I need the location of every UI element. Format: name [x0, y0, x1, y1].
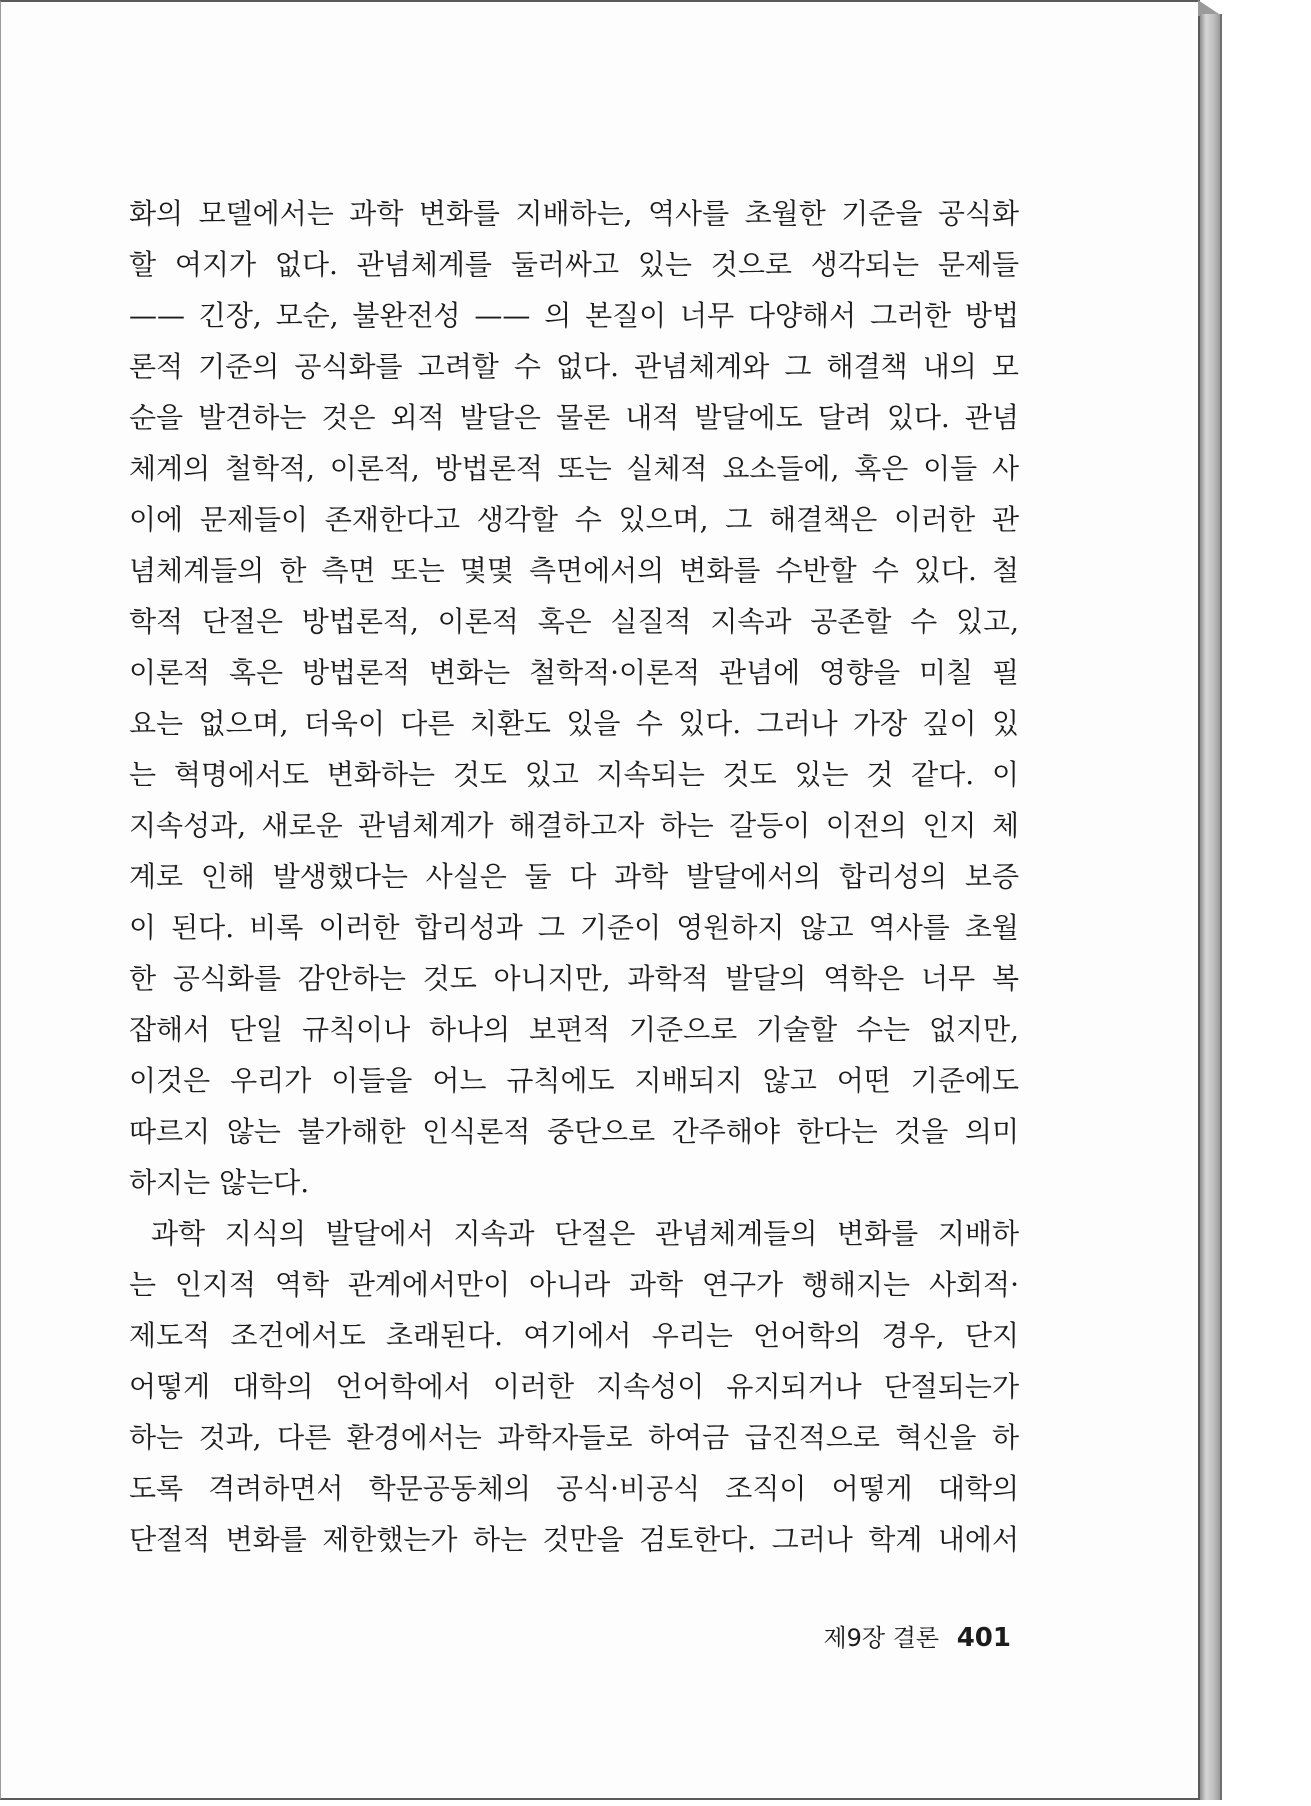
body-text: [129, 188, 1019, 1565]
text-line: 따르지 않는 불가해한 인식론적 중단으로 간주해야 한다는 것을 의미: [129, 1115, 1019, 1148]
text-line: 한 공식화를 감안하는 것도 아니지만, 과학적 발달의 역학은 너무 복: [129, 962, 1019, 995]
paragraph-2: [129, 1208, 1019, 1565]
text-line: 순을 발견하는 것은 외적 발달은 물론 내적 발달에도 달려 있다. 관념: [129, 401, 1019, 434]
text-line: 지속성과, 새로운 관념체계가 해결하고자 하는 갈등이 이전의 인지 체: [129, 809, 1019, 842]
text-line: 이에 문제들이 존재한다고 생각할 수 있으며, 그 해결책은 이러한 관: [129, 503, 1019, 536]
text-line: 이 된다. 비록 이러한 합리성과 그 기준이 영원하지 않고 역사를 초월: [129, 911, 1019, 944]
text-line: 하는 것과, 다른 환경에서는 과학자들로 하여금 급진적으로 혁신을 하: [129, 1421, 1019, 1454]
text-line: 단절적 변화를 제한했는가 하는 것만을 검토한다. 그러나 학계 내에서: [129, 1523, 1019, 1556]
text-line: 잡해서 단일 규칙이나 하나의 보편적 기준으로 기술할 수는 없지만,: [129, 1013, 1019, 1046]
text-line: 계로 인해 발생했다는 사실은 둘 다 과학 발달에서의 합리성의 보증: [129, 860, 1019, 893]
text-line: 화의 모델에서는 과학 변화를 지배하는, 역사를 초월한 기준을 공식화: [129, 197, 1019, 230]
text-line: 이것은 우리가 이들을 어느 규칙에도 지배되지 않고 어떤 기준에도: [129, 1064, 1019, 1097]
text-line: 학적 단절은 방법론적, 이론적 혹은 실질적 지속과 공존할 수 있고,: [129, 605, 1019, 638]
paragraph-1: [129, 188, 1019, 1208]
text-line: 과학 지식의 발달에서 지속과 단절은 관념체계들의 변화를 지배하: [151, 1217, 1019, 1250]
text-line: 도록 격려하면서 학문공동체의 공식·비공식 조직이 어떻게 대학의: [129, 1472, 1019, 1505]
text-line: 제도적 조건에서도 초래된다. 여기에서 우리는 언어학의 경우, 단지: [129, 1319, 1019, 1352]
text-line: 는 혁명에서도 변화하는 것도 있고 지속되는 것도 있는 것 같다. 이: [129, 758, 1019, 791]
text-line: 는 인지적 역학 관계에서만이 아니라 과학 연구가 행해지는 사회적·: [129, 1268, 1019, 1301]
text-line: 요는 없으며, 더욱이 다른 치환도 있을 수 있다. 그러나 가장 깊이 있: [129, 707, 1019, 740]
chapter-label: 제9장 결론: [823, 1624, 940, 1652]
page-number: 401: [956, 1623, 1011, 1653]
text-line: 할 여지가 없다. 관념체계를 둘러싸고 있는 것으로 생각되는 문제들: [129, 248, 1019, 281]
page-stack-edge: [1200, 14, 1222, 1800]
page-footer: [781, 1618, 1011, 1653]
text-line: 어떻게 대학의 언어학에서 이러한 지속성이 유지되거나 단절되는가: [129, 1370, 1019, 1403]
text-line: 론적 기준의 공식화를 고려할 수 없다. 관념체계와 그 해결책 내의 모: [129, 350, 1019, 383]
text-line: 이론적 혹은 방법론적 변화는 철학적·이론적 관념에 영향을 미칠 필: [129, 656, 1019, 689]
text-line: 체계의 철학적, 이론적, 방법론적 또는 실체적 요소들에, 혹은 이들 사: [129, 452, 1019, 485]
text-line: —— 긴장, 모순, 불완전성 —— 의 본질이 너무 다양해서 그러한 방법: [129, 299, 1019, 332]
text-line: 하지는 않는다.: [129, 1166, 310, 1199]
text-line: 념체계들의 한 측면 또는 몇몇 측면에서의 변화를 수반할 수 있다. 철: [129, 554, 1019, 587]
